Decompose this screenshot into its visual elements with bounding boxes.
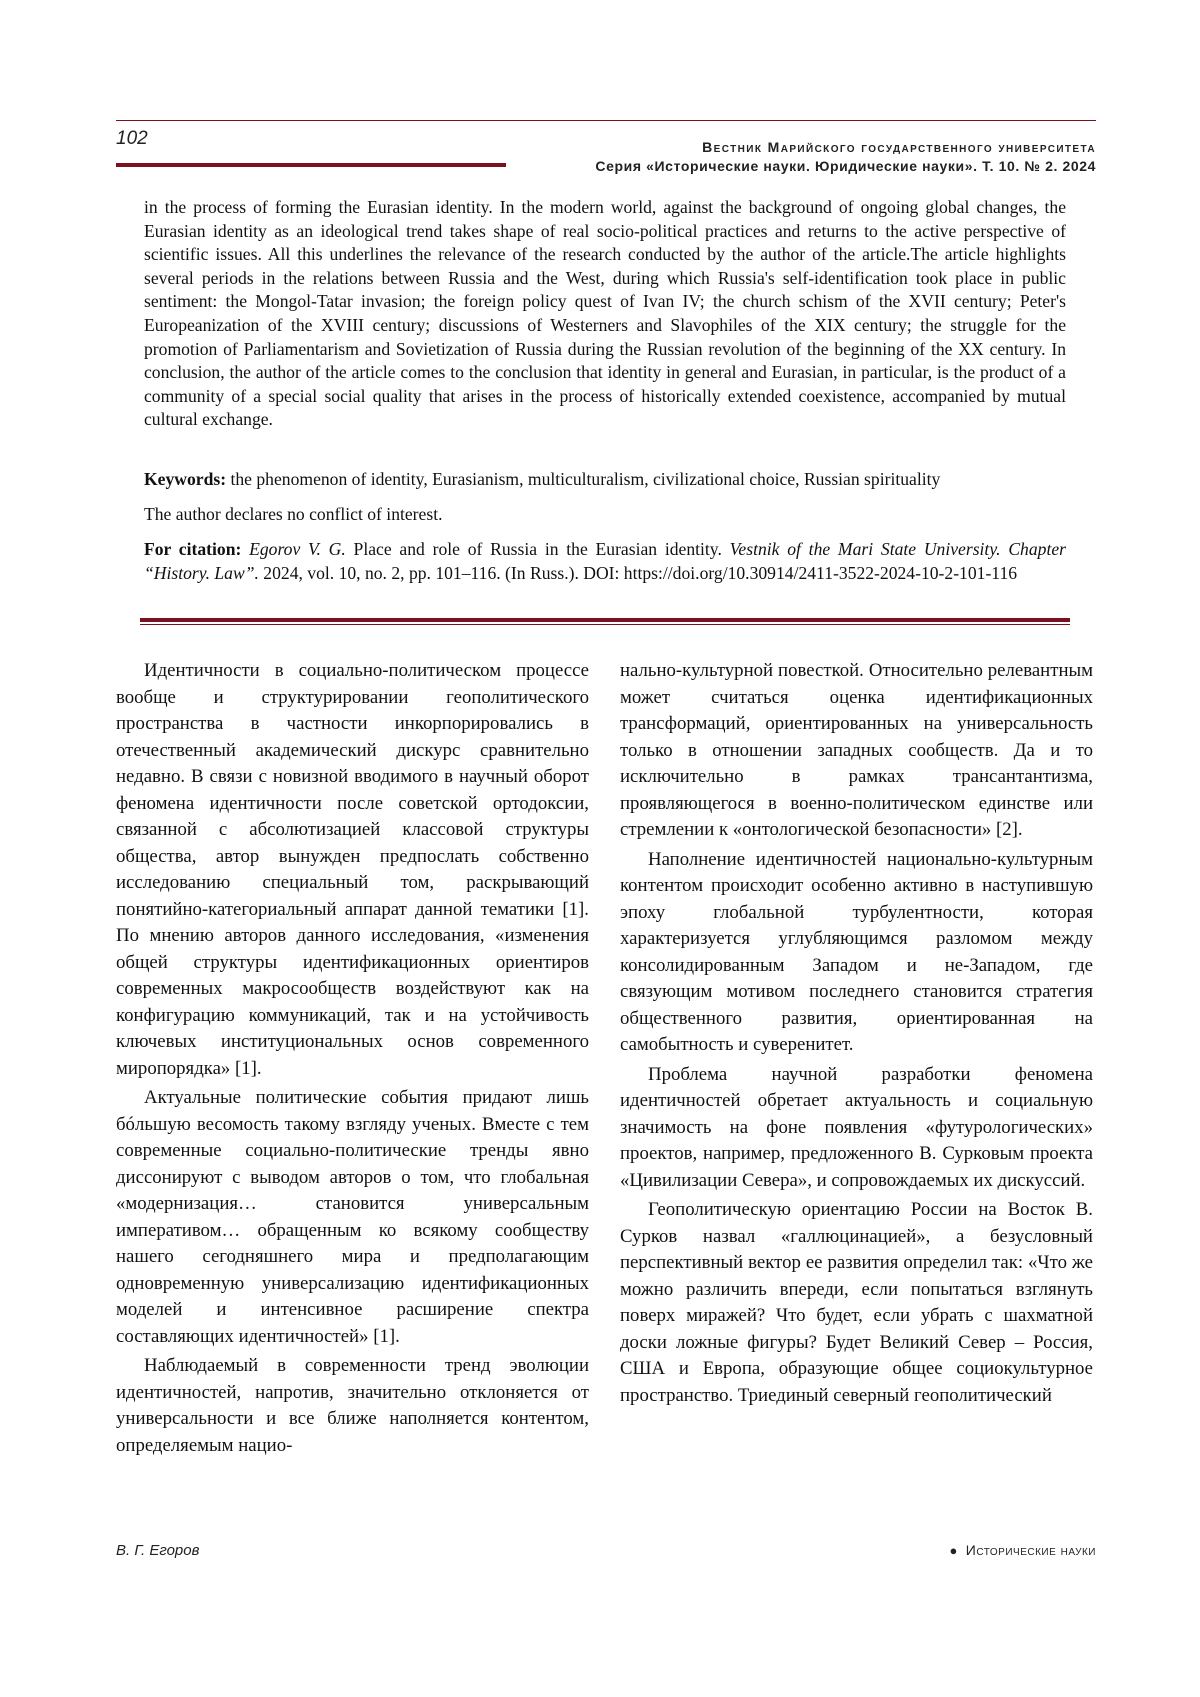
journal-series: Серия «Исторические науки. Юридические науки». Т. 10. № 2. 2024 <box>595 158 1096 174</box>
abstract-text: in the process of forming the Eurasian identity. In the modern world, against the background of ongoing global changes, the Eurasian identity as an ideological trend takes shape of real socio-political practices and returns to the active perspective of scientific issues. All this underlines the relevance of the research conducted by the author of the article.The article highlights several periods in the relations between Russia and the West, during which Russia's self-identification took place in public sentiment: the Mongol-Tatar invasion; the foreign policy quest of Ivan IV; the church schism of the XVII century; Peter's Europeanization of the XVIII century; discussions of Westerners and Slavophiles of the XIX century; the struggle for the promotion of Parliamentarism and Sovietization of Russia during the Russian revolution of the beginning of the XX century. In conclusion, the author of the article comes to the conclusion that identity in general and Eurasian, in particular, is the product of a community of a special social quality that arises in the process of historically extended coexistence, accompanied by mutual cultural exchange. <box>144 197 1066 430</box>
journal-title: Вестник Марийского государственного университета <box>702 139 1096 155</box>
body-column-left <box>116 658 589 1462</box>
footer-section <box>949 1542 1096 1558</box>
citation-author: Egorov V. G. <box>249 539 346 559</box>
keywords-text: the phenomenon of identity, Eurasianism, multiculturalism, civilizational choice, Russian spirituality <box>226 469 941 489</box>
abstract <box>144 196 1066 432</box>
journal-header <box>595 138 1096 176</box>
body-column-right <box>620 658 1093 1412</box>
citation-journal: Vestnik of the Mari State University. Chapter “History. Law”. <box>144 539 1066 583</box>
citation-details: 2024, vol. 10, no. 2, pp. 101–116. (In Russ.). DOI: https://doi.org/10.30914/2411-3522-2024-10-2-101-116 <box>258 562 1018 583</box>
body-paragraph: Актуальные политические события придают лишь бóльшую весомость такому взгляду ученых. Вместе с тем современные социально-политические тренды явно диссонируют с выводом авторов о том, что глобальная «модернизация… становится универсальным императивом… обращенным ко всякому сообществу нашего сегодняшнего мира и предполагающим одновременную универсализацию идентификационных моделей и интенсивное расширение спектра составляющих идентичностей» [1]. <box>116 1087 589 1347</box>
footer-section-label: Исторические науки <box>965 1542 1096 1558</box>
body-paragraph: Геополитическую ориентацию России на Восток В. Сурков назвал «галлюцинацией», а безусловный перспективный вектор ее развития определил так: «Что же можно различить впереди, если попытаться взглянуть поверх миражей? Что будет, если убрать с шахматной доски ложные фигуры? Будет Великий Север – Россия, США и Европа, образующие общее социокультурное пространство. Триединый северный геополитический <box>620 1199 1093 1406</box>
section-divider <box>140 618 1070 625</box>
citation <box>144 538 1066 585</box>
bullet-icon: ● <box>949 1543 958 1558</box>
body-paragraph: нально-культурной повесткой. Относительно релевантным может считаться оценка идентификационных трансформаций, ориентированных на универсальность только в отношении западных сообществ. Да и то исключительно в рамках трансантантизма, проявляющегося в военно-политическом единстве или стремлении к «онтологической безопасности» [2]. <box>620 660 1093 840</box>
citation-label: For citation: <box>144 539 242 559</box>
header-top-rule <box>116 120 1096 121</box>
keywords-label: Keywords: <box>144 469 227 489</box>
conflict-statement: The author declares no conflict of interest. <box>144 504 443 524</box>
body-paragraph: Наполнение идентичностей национально-культурным контентом происходит особенно активно в наступившую эпоху глобальной турбулентности, которая характеризуется углубляющимся разломом между консолидированным Западом и не-Западом, где связующим мотивом последнего становится стратегия общественного развития, ориентированная на самобытность и суверенитет. <box>620 848 1093 1055</box>
body-paragraph: Проблема научной разработки феномена идентичностей обретает актуальность и социальную значимость на фоне появления «футурологических» проектов, например, предложенного В. Сурковым проекта «Цивилизации Севера», и сопровождаемых их дискуссий. <box>620 1063 1093 1191</box>
citation-title: Place and role of Russia in the Eurasian identity. <box>345 539 730 559</box>
footer-author: В. Г. Егоров <box>116 1542 200 1559</box>
keywords <box>144 468 1066 492</box>
header-accent-bar <box>116 163 506 167</box>
body-paragraph: Идентичности в социально-политическом процессе вообще и структурировании геополитического пространства в частности инкорпорировались в отечественный академический дискурс сравнительно недавно. В связи с новизной вводимого в научный оборот феномена идентичности после советской ортодоксии, связанной с абсолютизацией классовой структуры общества, автор вынужден предпослать собственно исследованию специальный том, раскрывающий понятийно-категориальный аппарат данной тематики [1]. По мнению авторов данного исследования, «изменения общей структуры идентификационных ориентиров современных макросообществ воздействуют как на конфигурацию коммуникаций, так и на устойчивость ключевых институциональных основ современного миропорядка» [1]. <box>116 660 589 1079</box>
body-paragraph: Наблюдаемый в современности тренд эволюции идентичностей, напротив, значительно отклоняется от универсальности и все ближе наполняется контентом, определяемым нацио- <box>116 1355 589 1456</box>
page-number: 102 <box>116 128 148 149</box>
